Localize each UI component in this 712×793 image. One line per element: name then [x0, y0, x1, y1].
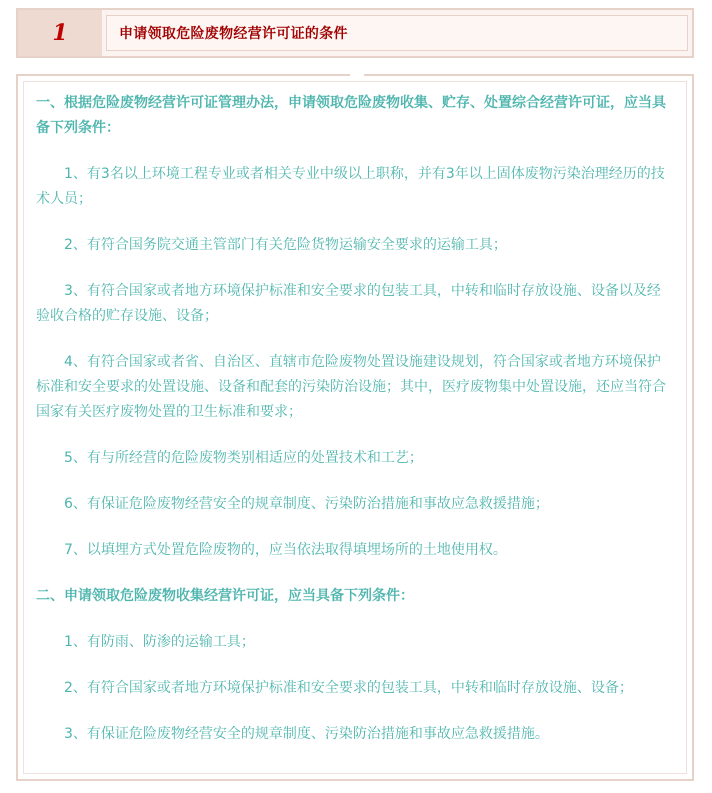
section-heading-2: 二、申请领取危险废物收集经营许可证，应当具备下列条件：: [36, 588, 414, 604]
list-item: 4、有符合国家或者省、自治区、直辖市危险废物处置设施建设规划，符合国家或者地方环境保护标准和安全要求的处置设施、设备和配套的污染防治设施；其中，医疗废物集中处置设施，还应当符合国家有关医疗废物处置的卫生标准和要求；: [36, 354, 666, 420]
section-heading-1: 一、根据危险废物经营许可证管理办法，申请领取危险废物收集、贮存、处置综合经营许可证，应当具备下列条件：: [36, 95, 666, 136]
list-item: 7、以填埋方式处置危险废物的，应当依法取得填埋场所的土地使用权。: [64, 542, 507, 558]
list-item: 1、有防雨、防渗的运输工具；: [64, 634, 255, 650]
list-item: 5、有与所经营的危险废物类别相适应的处置技术和工艺；: [64, 450, 423, 466]
list-item: 2、有符合国务院交通主管部门有关危险货物运输安全要求的运输工具；: [64, 237, 507, 253]
content-text: [36, 91, 674, 768]
list-item: 3、有符合国家或者地方环境保护标准和安全要求的包装工具，中转和临时存放设施、设备以及经验收合格的贮存设施、设备；: [36, 283, 661, 324]
list-item: 3、有保证危险废物经营安全的规章制度、污染防治措施和事故应急救援措施。: [64, 726, 549, 742]
section-number: 1: [52, 20, 68, 46]
list-item: 1、有3名以上环境工程专业或者相关专业中级以上职称，并有3年以上固体废物污染治理经历的技术人员；: [36, 166, 665, 207]
panel-notch: [350, 74, 364, 78]
section-title-box: [106, 15, 688, 51]
list-item: 2、有符合国家或者地方环境保护标准和安全要求的包装工具，中转和临时存放设施、设备；: [64, 680, 633, 696]
section-header: [16, 8, 694, 58]
section-title: 申请领取危险废物经营许可证的条件: [119, 26, 348, 42]
content-panel: [16, 74, 694, 781]
list-item: 6、有保证危险废物经营安全的规章制度、污染防治措施和事故应急救援措施；: [64, 496, 549, 512]
section-number-box: [18, 10, 102, 56]
